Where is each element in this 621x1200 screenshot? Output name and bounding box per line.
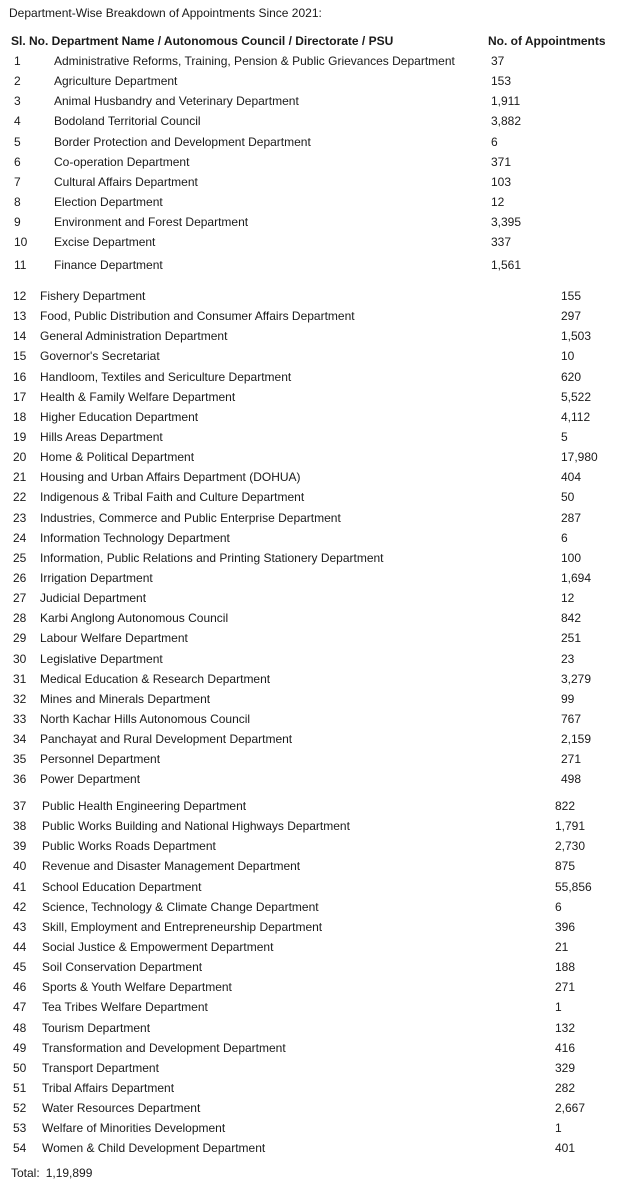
row-appointments-count: 153: [491, 74, 512, 89]
row-sl-number: 19: [13, 429, 27, 444]
row-appointments-count: 1,694: [561, 570, 592, 585]
table-row: [0, 880, 621, 900]
row-appointments-count: 55,856: [555, 879, 592, 894]
row-sl-number: 40: [13, 859, 27, 874]
row-sl-number: 12: [13, 289, 27, 303]
table-row: [0, 1141, 621, 1161]
table-row: [0, 195, 621, 215]
row-sl-number: 17: [13, 389, 27, 404]
total-label: Total:: [11, 1166, 40, 1180]
row-appointments-count: 23: [561, 651, 575, 666]
row-department-name: Excise Department: [54, 235, 156, 250]
row-appointments-count: 767: [561, 711, 582, 726]
table-section-3: [0, 799, 621, 1162]
row-sl-number: 31: [13, 671, 27, 686]
row-appointments-count: 1,561: [491, 258, 522, 273]
row-department-name: North Kachar Hills Autonomous Council: [40, 711, 251, 726]
row-department-name: Skill, Employment and Entrepreneurship Department: [42, 919, 323, 934]
row-department-name: Irrigation Department: [40, 570, 153, 585]
row-sl-number: 53: [13, 1121, 27, 1136]
row-department-name: Cultural Affairs Department: [54, 174, 198, 189]
row-appointments-count: 2,730: [555, 839, 586, 854]
row-department-name: Election Department: [54, 194, 163, 209]
table-row: [0, 531, 621, 551]
table-row: [0, 309, 621, 329]
table-row: [0, 135, 621, 155]
row-sl-number: 54: [13, 1141, 27, 1156]
row-department-name: Public Health Engineering Department: [42, 799, 247, 813]
row-department-name: Social Justice & Empowerment Department: [42, 939, 274, 954]
row-appointments-count: 287: [561, 510, 582, 525]
row-sl-number: 34: [13, 732, 27, 747]
row-sl-number: 44: [13, 939, 27, 954]
row-sl-number: 4: [14, 114, 21, 129]
row-department-name: Transformation and Development Department: [42, 1040, 286, 1055]
row-department-name: Welfare of Minorities Development: [42, 1121, 226, 1136]
table-row: [0, 410, 621, 430]
table-row: [0, 349, 621, 369]
row-sl-number: 11: [14, 258, 27, 273]
table-row: [0, 430, 621, 450]
row-department-name: Sports & Youth Welfare Department: [42, 980, 232, 995]
row-department-name: Health & Family Welfare Department: [40, 389, 236, 404]
row-appointments-count: 6: [491, 134, 498, 149]
table-row: [0, 799, 621, 819]
row-sl-number: 2: [14, 74, 21, 89]
row-appointments-count: 3,882: [491, 114, 522, 129]
row-appointments-count: 1,911: [491, 94, 521, 109]
row-appointments-count: 99: [561, 691, 575, 706]
table-row: [0, 1121, 621, 1141]
row-department-name: Agriculture Department: [54, 74, 178, 89]
row-department-name: Medical Education & Research Department: [40, 671, 271, 686]
row-sl-number: 37: [13, 799, 27, 813]
row-appointments-count: 1,503: [561, 329, 592, 344]
row-department-name: Transport Department: [42, 1060, 159, 1075]
row-sl-number: 5: [14, 134, 21, 149]
table-row: [0, 54, 621, 74]
table-row: [0, 1041, 621, 1061]
row-sl-number: 38: [13, 819, 27, 834]
row-appointments-count: 401: [555, 1141, 576, 1156]
row-appointments-count: 1: [555, 1121, 562, 1136]
row-department-name: Industries, Commerce and Public Enterprise Department: [40, 510, 341, 525]
row-department-name: Public Works Building and National Highways Department: [42, 819, 350, 834]
row-department-name: Food, Public Distribution and Consumer Affairs Department: [40, 309, 355, 324]
table-row: [0, 940, 621, 960]
table-row: [0, 114, 621, 134]
table-row: [0, 859, 621, 879]
row-appointments-count: 371: [491, 154, 512, 169]
row-department-name: Personnel Department: [40, 752, 161, 767]
row-appointments-count: 132: [555, 1020, 576, 1035]
table-row: [0, 920, 621, 940]
table-row: [0, 1101, 621, 1121]
row-department-name: Panchayat and Rural Development Department: [40, 732, 293, 747]
row-sl-number: 30: [13, 651, 27, 666]
row-department-name: General Administration Department: [40, 329, 228, 344]
row-appointments-count: 50: [561, 490, 575, 505]
row-appointments-count: 5,522: [561, 389, 592, 404]
row-sl-number: 8: [14, 194, 21, 209]
table-row: [0, 1000, 621, 1020]
row-department-name: Co-operation Department: [54, 154, 190, 169]
page-title: Department-Wise Breakdown of Appointments Since 2021:: [9, 6, 322, 20]
row-appointments-count: 100: [561, 550, 582, 565]
row-appointments-count: 329: [555, 1060, 576, 1075]
table-row: [0, 289, 621, 309]
row-appointments-count: 17,980: [561, 450, 598, 465]
table-row: [0, 611, 621, 631]
row-sl-number: 18: [13, 409, 27, 424]
row-appointments-count: 4,112: [561, 409, 591, 424]
row-department-name: Revenue and Disaster Management Department: [42, 859, 301, 874]
row-sl-number: 52: [13, 1101, 27, 1116]
row-department-name: Handloom, Textiles and Sericulture Department: [40, 369, 292, 384]
row-sl-number: 9: [14, 215, 21, 230]
table-row: [0, 258, 621, 278]
row-sl-number: 3: [14, 94, 21, 109]
row-department-name: Finance Department: [54, 258, 163, 273]
row-appointments-count: 498: [561, 772, 582, 787]
row-sl-number: 29: [13, 631, 27, 646]
row-department-name: Border Protection and Development Department: [54, 134, 311, 149]
row-sl-number: 24: [13, 530, 27, 545]
row-appointments-count: 12: [491, 194, 505, 209]
row-sl-number: 27: [13, 591, 27, 606]
row-appointments-count: 1,791: [555, 819, 586, 834]
table-row: [0, 235, 621, 255]
row-sl-number: 14: [13, 329, 27, 344]
row-department-name: Administrative Reforms, Training, Pension & Public Grievances Department: [54, 54, 455, 68]
row-sl-number: 13: [13, 309, 27, 324]
row-sl-number: 28: [13, 611, 27, 626]
row-department-name: Karbi Anglong Autonomous Council: [40, 611, 229, 626]
table-row: [0, 732, 621, 752]
row-appointments-count: 396: [555, 919, 576, 934]
row-appointments-count: 3,395: [491, 215, 522, 230]
row-sl-number: 46: [13, 980, 27, 995]
row-department-name: Women & Child Development Department: [42, 1141, 266, 1156]
table-row: [0, 819, 621, 839]
row-appointments-count: 6: [555, 899, 562, 914]
row-appointments-count: 337: [491, 235, 512, 250]
row-department-name: Tribal Affairs Department: [42, 1080, 175, 1095]
row-sl-number: 21: [13, 470, 27, 485]
row-department-name: Indigenous & Tribal Faith and Culture Department: [40, 490, 305, 505]
row-sl-number: 47: [13, 1000, 27, 1015]
row-sl-number: 25: [13, 550, 27, 565]
row-sl-number: 22: [13, 490, 27, 505]
row-sl-number: 41: [13, 879, 27, 894]
row-appointments-count: 875: [555, 859, 576, 874]
row-sl-number: 45: [13, 960, 27, 975]
row-department-name: Power Department: [40, 772, 141, 787]
row-appointments-count: 37: [491, 54, 505, 68]
table-row: [0, 752, 621, 772]
row-sl-number: 1: [14, 54, 21, 68]
table-row: [0, 551, 621, 571]
row-department-name: Bodoland Territorial Council: [54, 114, 201, 129]
row-department-name: Housing and Urban Affairs Department (DOHUA): [40, 470, 301, 485]
row-sl-number: 33: [13, 711, 27, 726]
row-sl-number: 35: [13, 752, 27, 767]
table-header: [0, 34, 621, 48]
table-row: [0, 652, 621, 672]
table-row: [0, 511, 621, 531]
row-sl-number: 50: [13, 1060, 27, 1075]
row-appointments-count: 2,667: [555, 1101, 586, 1116]
table-row: [0, 390, 621, 410]
row-appointments-count: 3,279: [561, 671, 592, 686]
table-row: [0, 1081, 621, 1101]
row-department-name: Fishery Department: [40, 289, 146, 303]
row-department-name: Governor's Secretariat: [40, 349, 160, 364]
row-appointments-count: 251: [561, 631, 582, 646]
table-row: [0, 74, 621, 94]
row-sl-number: 42: [13, 899, 27, 914]
table-row: [0, 450, 621, 470]
table-row: [0, 1061, 621, 1081]
row-department-name: Mines and Minerals Department: [40, 691, 211, 706]
table-row: [0, 155, 621, 175]
row-sl-number: 49: [13, 1040, 27, 1055]
table-row: [0, 692, 621, 712]
table-row: [0, 591, 621, 611]
row-department-name: Information, Public Relations and Printing Stationery Department: [40, 550, 384, 565]
table-row: [0, 631, 621, 651]
row-department-name: Animal Husbandry and Veterinary Department: [54, 94, 299, 109]
row-sl-number: 23: [13, 510, 27, 525]
row-department-name: Public Works Roads Department: [42, 839, 216, 854]
row-department-name: Science, Technology & Climate Change Department: [42, 899, 319, 914]
row-sl-number: 48: [13, 1020, 27, 1035]
table-row: [0, 215, 621, 235]
row-sl-number: 15: [13, 349, 27, 364]
row-department-name: Tea Tribes Welfare Department: [42, 1000, 208, 1015]
row-department-name: Tourism Department: [42, 1020, 151, 1035]
row-sl-number: 20: [13, 450, 27, 465]
table-row: [0, 470, 621, 490]
row-department-name: Information Technology Department: [40, 530, 230, 545]
table-row: [0, 772, 621, 792]
row-appointments-count: 10: [561, 349, 575, 364]
table-section-1: [0, 54, 621, 279]
table-row: [0, 1021, 621, 1041]
table-row: [0, 980, 621, 1000]
row-sl-number: 36: [13, 772, 27, 787]
table-section-2: [0, 289, 621, 793]
row-department-name: Home & Political Department: [40, 450, 195, 465]
row-sl-number: 43: [13, 919, 27, 934]
table-row: [0, 960, 621, 980]
row-appointments-count: 416: [555, 1040, 576, 1055]
row-department-name: School Education Department: [42, 879, 202, 894]
row-appointments-count: 271: [555, 980, 576, 995]
header-appointments: No. of Appointments: [488, 34, 606, 48]
row-sl-number: 16: [13, 369, 27, 384]
row-appointments-count: 5: [561, 429, 568, 444]
row-appointments-count: 21: [555, 939, 569, 954]
table-row: [0, 370, 621, 390]
row-sl-number: 32: [13, 691, 27, 706]
row-department-name: Labour Welfare Department: [40, 631, 188, 646]
table-row: [0, 712, 621, 732]
row-appointments-count: 6: [561, 530, 568, 545]
row-appointments-count: 12: [561, 591, 575, 606]
row-appointments-count: 297: [561, 309, 582, 324]
row-appointments-count: 282: [555, 1080, 576, 1095]
table-row: [0, 94, 621, 114]
table-row: [0, 329, 621, 349]
total-value: 1,19,899: [45, 1166, 93, 1180]
row-appointments-count: 404: [561, 470, 582, 485]
row-appointments-count: 842: [561, 611, 582, 626]
header-sl-and-name: Sl. No. Department Name / Autonomous Council / Directorate / PSU: [11, 34, 394, 48]
row-department-name: Higher Education Department: [40, 409, 199, 424]
row-appointments-count: 2,159: [561, 732, 592, 747]
row-department-name: Judicial Department: [40, 591, 147, 606]
row-sl-number: 39: [13, 839, 27, 854]
row-sl-number: 6: [14, 154, 21, 169]
row-department-name: Legislative Department: [40, 651, 163, 666]
row-appointments-count: 1: [555, 1000, 562, 1015]
row-sl-number: 7: [14, 174, 21, 189]
table-row: [0, 571, 621, 591]
row-appointments-count: 188: [555, 960, 576, 975]
row-appointments-count: 271: [561, 752, 582, 767]
row-appointments-count: 822: [555, 799, 576, 813]
row-appointments-count: 620: [561, 369, 582, 384]
row-sl-number: 10: [14, 235, 28, 250]
row-department-name: Soil Conservation Department: [42, 960, 203, 975]
row-department-name: Hills Areas Department: [40, 429, 163, 444]
table-row: [0, 490, 621, 510]
table-row: [0, 839, 621, 859]
total-line: [11, 1166, 92, 1180]
row-department-name: Environment and Forest Department: [54, 215, 249, 230]
row-sl-number: 26: [13, 570, 27, 585]
table-row: [0, 175, 621, 195]
row-department-name: Water Resources Department: [42, 1101, 201, 1116]
row-appointments-count: 155: [561, 289, 582, 303]
table-row: [0, 900, 621, 920]
row-appointments-count: 103: [491, 174, 512, 189]
row-sl-number: 51: [13, 1080, 27, 1095]
table-row: [0, 672, 621, 692]
